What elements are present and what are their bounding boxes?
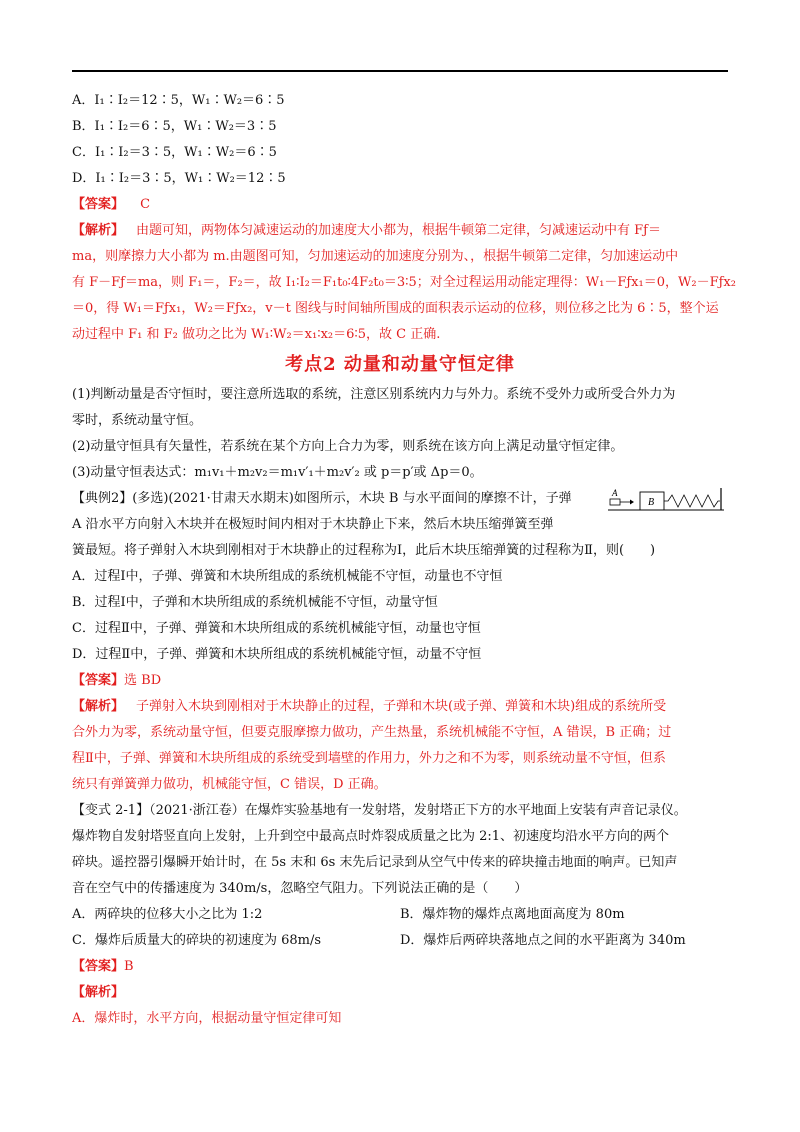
option-c: C．I₁∶I₂＝3∶5，W₁∶W₂＝6∶5 bbox=[72, 145, 277, 160]
analysis-line: 统只有弹簧弹力做功，机械能守恒，C 错误，D 正确。 bbox=[72, 777, 387, 792]
bullet-label: A bbox=[612, 488, 618, 498]
block-label: B bbox=[648, 497, 655, 508]
option-b: B．爆炸物的爆炸点离地面高度为 80m bbox=[400, 907, 625, 922]
header-rule bbox=[72, 70, 728, 72]
option-a: A．两碎块的位移大小之比为 1:2 bbox=[72, 907, 263, 922]
example-line: A 沿水平方向射入木块并在极短时间内相对于木块静止下来，然后木块压缩弹簧至弹 bbox=[72, 517, 554, 532]
point-line: 零时，系统动量守恒。 bbox=[72, 413, 203, 428]
analysis-1 bbox=[72, 218, 736, 348]
option-a: A．I₁∶I₂＝12∶5，W₁∶W₂＝6∶5 bbox=[72, 93, 285, 108]
option-c: C．爆炸后质量大的碎块的初速度为 68m/s bbox=[72, 933, 321, 948]
variant-line: 爆炸物自发射塔竖直向上发射，上升到空中最高点时炸裂成质量之比为 2:1、初速度均沿水平方向的两个 bbox=[72, 829, 670, 844]
option-b: B．I₁∶I₂＝6∶5，W₁∶W₂＝3∶5 bbox=[72, 119, 277, 134]
option-a: A．过程Ⅰ中，子弹、弹簧和木块所组成的系统机械能不守恒，动量也不守恒 bbox=[72, 569, 503, 584]
bullet-block-spring-diagram bbox=[608, 486, 728, 516]
option-b: B．过程Ⅰ中，子弹和木块所组成的系统机械能不守恒，动量守恒 bbox=[72, 595, 438, 610]
point-line: (2)动量守恒具有矢量性，若系统在某个方向上合力为零，则系统在该方向上满足动量守恒定律。 bbox=[72, 439, 624, 454]
document-body bbox=[72, 88, 736, 1032]
analysis-line: 动过程中 F₁ 和 F₂ 做功之比为 W₁∶W₂＝x₁∶x₂＝6∶5，故 C 正确. bbox=[72, 327, 441, 342]
example-line: 簧最短。将子弹射入木块到刚相对于木块静止的过程称为Ⅰ，此后木块压缩弹簧的过程称为Ⅱ，则( ) bbox=[72, 543, 656, 558]
analysis-line: ＝0，得 W₁＝Fƒx₁，W₂＝Fƒx₂，v－t 图线与时间轴所围成的面积表示运动的位移，则位移之比为 6∶5，整个运 bbox=[72, 301, 719, 316]
answer-2 bbox=[72, 668, 728, 694]
point-line: (1)判断动量是否守恒时，要注意所选取的系统，注意区别系统内力与外力。系统不受外力或所受合外力为 bbox=[72, 387, 676, 402]
analysis-line: A．爆炸时，水平方向，根据动量守恒定律可知 bbox=[72, 1011, 342, 1026]
analysis-line: 程Ⅱ中，子弹、弹簧和木块所组成的系统受到墙壁的作用力，外力之和不为零，则系统动量不守恒，但系 bbox=[72, 751, 666, 766]
example-2 bbox=[72, 486, 728, 668]
variant-line: 【变式 2-1】（2021·浙江卷）在爆炸实验基地有一发射塔，发射塔正下方的水平地面上安装有声音记录仪。 bbox=[72, 803, 687, 818]
answer-label: 【答案】 bbox=[72, 673, 125, 688]
options-row bbox=[72, 902, 728, 928]
answer-label: 【答案】 bbox=[72, 959, 125, 974]
answer-value: 选 BD bbox=[124, 673, 162, 688]
analysis-3-label: 【解析】 bbox=[72, 985, 125, 1000]
analysis-line: 由题可知，两物体匀减速运动的加速度大小都为，根据牛顿第二定律，匀减速运动中有 Fƒ＝ bbox=[136, 223, 661, 238]
answer-value: B bbox=[124, 959, 134, 974]
answer-1 bbox=[72, 192, 728, 218]
options-row bbox=[72, 928, 728, 954]
analysis-line: 有 F－Fƒ＝ma，则 F₁＝，F₂＝，故 I₁∶I₂＝F₁t₀∶4F₂t₀＝3∶5；对全过程运用动能定理得：W₁－Fƒx₁＝0，W₂－Fƒx₂ bbox=[72, 275, 736, 290]
answer-label: 【答案】 bbox=[72, 197, 125, 212]
variant-2-1 bbox=[72, 798, 728, 954]
analysis-label: 【解析】 bbox=[72, 699, 125, 714]
point-line: (3)动量守恒表达式：m₁v₁＋m₂v₂＝m₁v′₁＋m₂v′₂ 或 p＝p′或 Δp＝0。 bbox=[72, 465, 483, 480]
analysis-label: 【解析】 bbox=[72, 223, 125, 238]
answer-value: C bbox=[140, 197, 151, 212]
analysis-line: 子弹射入木块到刚相对于木块静止的过程，子弹和木块(或子弹、弹簧和木块)组成的系统所受 bbox=[136, 699, 667, 714]
option-d: D．爆炸后两碎块落地点之间的水平距离为 340m bbox=[400, 933, 686, 948]
key-points bbox=[72, 382, 728, 486]
spring bbox=[664, 495, 720, 507]
analysis-line: ma，则摩擦力大小都为 m.由题图可知，匀加速运动的加速度分别为、，根据牛顿第二定律，匀加速运动中 bbox=[72, 249, 679, 264]
answer-3 bbox=[72, 954, 728, 980]
option-c: C．过程Ⅱ中，子弹、弹簧和木块所组成的系统机械能守恒，动量也守恒 bbox=[72, 621, 481, 636]
variant-line: 音在空气中的传播速度为 340m/s，忽略空气阻力。下列说法正确的是（ ） bbox=[72, 881, 528, 896]
bullet-shape bbox=[610, 499, 620, 505]
variant-line: 碎块。遥控器引爆瞬开始计时，在 5s 末和 6s 末先后记录到从空气中传来的碎块撞击地面的响声。已知声 bbox=[72, 855, 678, 870]
analysis-line: 合外力为零，系统动量守恒，但要克服摩擦力做功，产生热量，系统机械能不守恒，A 错误，B 正确；过 bbox=[72, 725, 672, 740]
option-d: D．I₁∶I₂＝3∶5，W₁∶W₂＝12∶5 bbox=[72, 171, 286, 186]
prev-options bbox=[72, 88, 728, 192]
example-line: 【典例2】(多选)(2021·甘肃天水期末)如图所示，木块 B 与水平面间的摩擦不计，子弹 bbox=[72, 491, 572, 506]
section-title: 考点2 动量和动量守恒定律 bbox=[285, 354, 515, 375]
analysis-2 bbox=[72, 694, 728, 798]
option-d: D．过程Ⅱ中，子弹、弹簧和木块所组成的系统机械能守恒，动量不守恒 bbox=[72, 647, 482, 662]
bullet-arrowhead bbox=[630, 500, 634, 505]
